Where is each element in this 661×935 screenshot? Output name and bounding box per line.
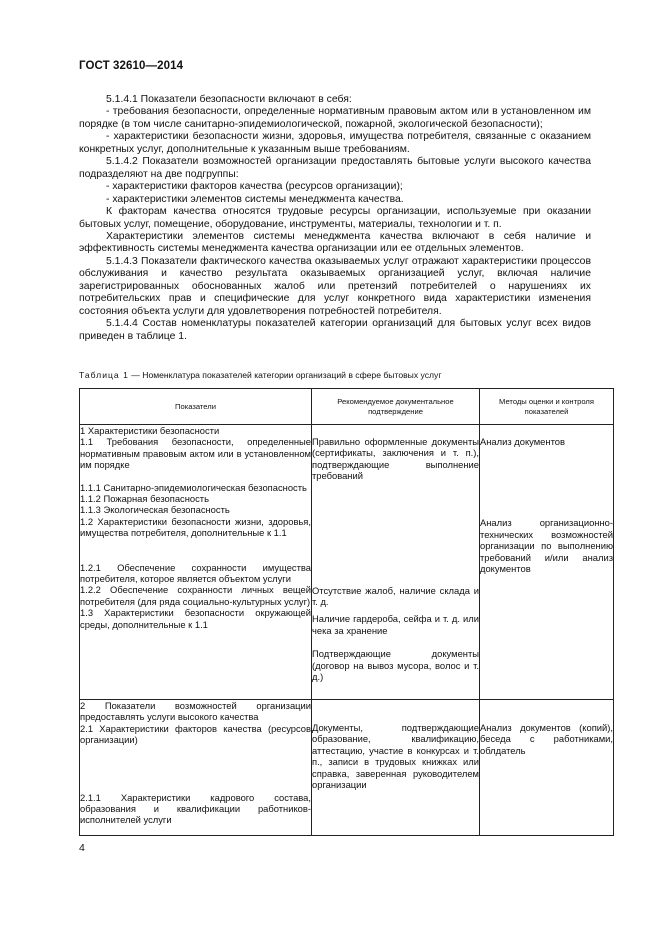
cell-line: 1.1.2 Пожарная безопасность <box>80 493 209 505</box>
paragraph: 5.1.4.1 Показатели безопасности включают в себя: <box>106 94 352 105</box>
cell-line: 1.2 Характеристики безопасности жизни, здоровья, имущества потребителя, дополнительные к 1.1 <box>80 515 311 539</box>
page-number: 4 <box>79 842 85 854</box>
cell-line: Анализ документов (копий), беседа с работниками, облдатель <box>480 722 613 756</box>
paragraph: 5.1.4.4 Состав номенклатуры показателей категории организаций для бытовых услуг всех видов приведен в таблице 1. <box>79 318 591 342</box>
paragraph: - требования безопасности, определенные нормативным правовым актом или в установленном им порядке (в том числе санитарно-эпидемиологической, пожарной, экологической безопасности); <box>79 106 591 130</box>
cell-line: Отсутствие жалоб, наличие склада и т. д. <box>312 584 479 608</box>
table-row <box>80 425 614 700</box>
paragraph: К факторам качества относятся трудовые ресурсы организации, используемые при оказании бытовых услуг, помещение, оборудование, инструменты, материалы, технологии и т. п. <box>79 206 591 230</box>
table-cell-indicators <box>80 700 312 836</box>
cell-line: Наличие гардероба, сейфа и т. д. или чека за хранение <box>312 613 479 636</box>
cell-line: Документы, подтверждающие образование, квалификацию, аттестацию, участие в конкурсах и т. п., записи в трудовых книжках или справка, заверенная руководителем организации <box>312 722 479 791</box>
paragraph: 5.1.4.2 Показатели возможностей организации предоставлять бытовые услуги высокого качества подразделяют на две подгруппы: <box>79 156 591 180</box>
column-header-indicators: Показатели <box>80 389 312 425</box>
column-header-methods: Методы оценки и контроля показателей <box>480 389 614 425</box>
body-text <box>79 94 591 343</box>
cell-line: 2.1 Характеристики факторов качества (ресурсов организации) <box>80 722 311 746</box>
paragraph: - характеристики безопасности жизни, здоровья, имущества потребителя, связанные с оказанием конкретных услуг, дополнительные к указанным выше требованиям. <box>79 131 591 155</box>
table-row <box>80 700 614 836</box>
cell-line: 2.1.1 Характеристики кадрового состава, образования и квалификации работников-исполнителей услуги <box>80 791 311 826</box>
cell-line: Подтверждающие документы (договор на вывоз мусора, волос и т. д.) <box>312 648 479 683</box>
cell-line: 1.3 Характеристики безопасности окружающей среды, дополнительные к 1.1 <box>80 607 311 630</box>
cell-line: 1.1.3 Экологическая безопасность <box>80 504 230 516</box>
table-caption-label: Таблица 1 <box>79 370 129 380</box>
cell-line: 1 Характеристики безопасности <box>80 425 220 436</box>
cell-line: Анализ организационно-технических возможностей организации по выполнению требований и/или анализ документов <box>480 517 613 575</box>
paragraph: 5.1.4.3 Показатели фактического качества оказываемых услуг отражают характеристики процессов обслуживания и качество результата оказываемых организацией услуг, включая наличие зарегистрированных обоснованных жалоб или претензий потребителей о нарушениях их потребительских прав и специфические для услуг конкретного вида характеристики изменения состояния объекта услуги для удовлетворения потребностей потребителя. <box>79 255 591 317</box>
cell-line: 1.1.1 Санитарно-эпидемиологическая безопасность <box>80 481 307 493</box>
cell-line: 1.2.2 Обеспечение сохранности личных вещей потребителя (для ряда социально-культурных услуг) <box>80 584 311 607</box>
column-header-documents: Рекомендуемое документальное подтверждение <box>312 389 480 425</box>
indicators-table <box>79 388 614 836</box>
table-cell-documents <box>312 700 480 836</box>
table-cell-methods <box>480 700 614 836</box>
cell-line: 1.2.1 Обеспечение сохранности имущества потребителя, которое является объектом услуги <box>80 561 311 585</box>
table-cell-indicators <box>80 425 312 700</box>
cell-line: Правильно оформленные документы (сертификаты, заключения и т. п.), подтверждающие выполнение требований <box>312 436 479 482</box>
document-header: ГОСТ 32610—2014 <box>79 60 184 72</box>
cell-line: Анализ документов <box>480 436 565 447</box>
paragraph: - характеристики факторов качества (ресурсов организации); <box>106 181 403 193</box>
table-caption <box>79 370 441 380</box>
table-header-row <box>80 389 614 425</box>
cell-line: 2 Показатели возможностей организации предоставлять услуги высокого качества <box>80 700 311 723</box>
cell-line: 1.1 Требования безопасности, определенные нормативным правовым актом или в установленном им порядке <box>80 436 311 471</box>
paragraph: - характеристики элементов системы менеджмента качества. <box>106 193 404 205</box>
table-caption-text: — Номенклатура показателей категории организаций в сфере бытовых услуг <box>131 370 442 380</box>
paragraph: Характеристики элементов системы менеджмента качества включают в себя наличие и эффективность системы менеджмента качества организации или ее отдельных элементов. <box>79 230 591 255</box>
table-cell-documents <box>312 425 480 700</box>
table-cell-methods <box>480 425 614 700</box>
